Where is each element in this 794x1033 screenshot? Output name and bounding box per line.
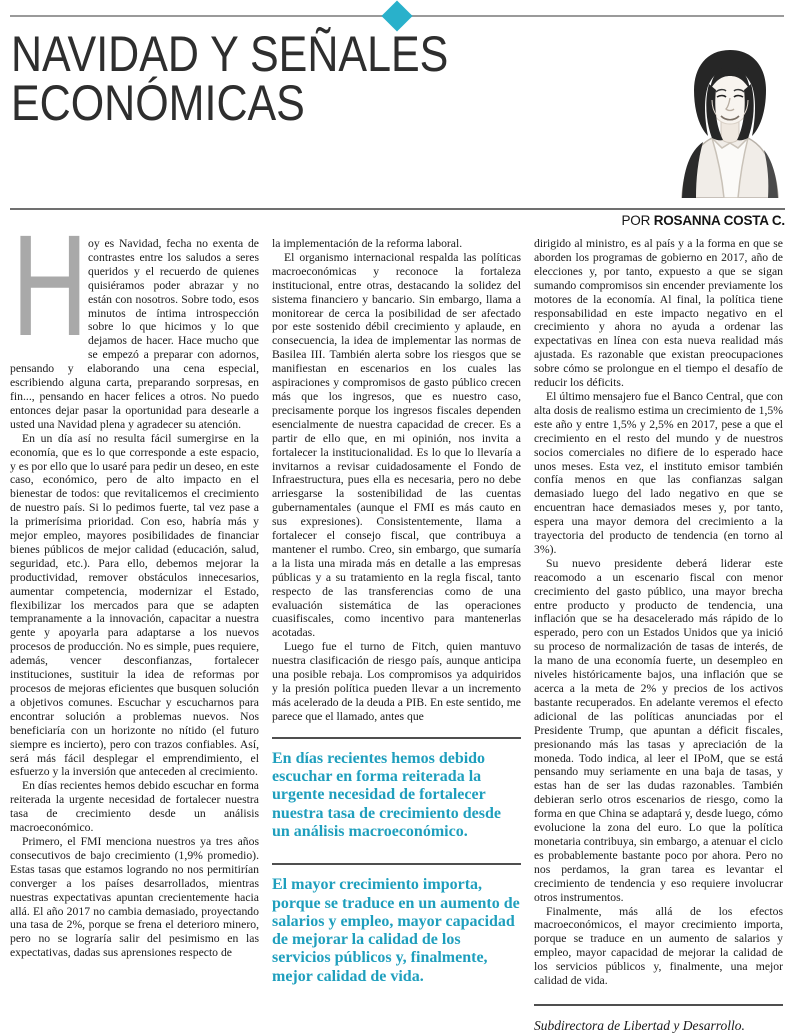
- paragraph: Su nuevo presidente deberá liderar este reacomodo a un escenario fiscal con menor crecimiento del gasto público, una mayor brecha entre producto y producto de tendencia, una inflación que se ha desacelerado más rápido de lo esperado, pero con un Estados Unidos que ya inició su proceso de normalización de tasas de interés, de la mano de una economía fuerte, un desempleo en niveles históricamente bajos, una inflación que se acerca a la meta de 2% y precios de los activos bastante recuperados. En adelante veremos el efecto adicional de las políticas anunciadas por el Presidente Trump, que apuntan a déficit fiscales, presionando más las tasas y apreciación de la moneda. Todo indica, al leer el IPoM, que se está pensando muy seriamente en una baja de tasas, y estas han de ser las dudas razonables. También debieran serlo otros escenarios de riesgo, como la forma en que China se adaptará y, desde luego, cómo evolucione la zona del euro. Lo que la política monetaria contribuya, sin embargo, a atenuar el ciclo es probablemente bastante poco por ahora. Pero no nos perdamos, la gran tarea es levantar el crecimiento de tendencia y eso requiere involucrar otros instrumentos.: [534, 556, 783, 904]
- title-line-1: NAVIDAD Y SEÑALES: [11, 26, 449, 82]
- paragraph: Primero, el FMI menciona nuestros ya tres años consecutivos de bajo crecimiento (1,9% promedio). Estas tasas que estamos logrando no nos permitirían converger a los países desarrollados, mientras nuestras expectativas apuntan crecientemente hacia allá. El año 2017 no cambia demasiado, proyectando una tasa de 2%, porque se frena el deterioro minero, pero no se lograría salir del pesimismo en las expectativas, dadas sus aprensiones respecto de: [10, 834, 259, 960]
- column-3: [534, 237, 783, 1033]
- author-sketch-image: [668, 38, 792, 198]
- paragraph: En un día así no resulta fácil sumergirse en la economía, que es lo que corresponde a este espacio, y es por ello que lo usaré para pedir un deseo, en este caso, económico, pero de alto impacto en el bienestar de todos: que revitalicemos el crecimiento de nuestro país. Si lo pedimos fuerte, tal vez pase a la primerísima prioridad. Con eso, habría más y mejor empleo, mayores posibilidades de financiar bienes públicos de mejor calidad (educación, salud, seguridad, etc.). Para ello, debemos mejorar la productividad, remover obstáculos innecesarios, aumentar competencia, modernizar el Estado, flexibilizar los mercados para que se adapten tempranamente a la innovación, capacitar a nuestra gente y apoyarla para adaptarse a los nuevos procesos de producción. No es simple, pues requiere, además, vencer desconfianzas, fortalecer instituciones, sustituir la idea de reformas por procesos de mejoras eficientes que busquen solución a objetivos comunes. Escuchar y escucharnos para encontrar solución a problemas nuevos. Nos beneficiaría con un horizonte no nítido (el futuro siempre es incierto), pero con trazos confiables. Así, será más fácil desplegar el emprendimiento, el esfuerzo y la inversión que anteceden al crecimiento.: [10, 431, 259, 779]
- top-divider: [10, 15, 784, 17]
- paragraph: El último mensajero fue el Banco Central, que con alta dosis de realismo estima un crecimiento de 1,5% este año y entre 1,5% y 2,5% en 2017, pese a que el crecimiento en el resto del mundo y de nuestros socios comerciales no difiere de lo esperado hace unos meses. Esta vez, el instituto emisor también confía menos en que las confianzas salgan demasiado luego del lado negativo en que se encuentran hace demasiados meses y, por tanto, espera una mayor demora del crecimiento a la trayectoria del producto de tendencia (en torno al 3%).: [534, 389, 783, 556]
- paragraph: En días recientes hemos debido escuchar en forma reiterada la urgente necesidad de fortalecer nuestra tasa de crecimiento desde un análisis macroeconómico.: [10, 779, 259, 835]
- column-1: [10, 210, 259, 1033]
- paragraph: [10, 210, 259, 432]
- paragraph: Finalmente, más allá de los efectos macroeconómicos, el mayor crecimiento importa, porque se traduce en un aumento de salarios y empleo, mayor capacidad de mejorar la calidad de los servicios públicos y, finalmente, una mejor calidad de vida.: [534, 904, 783, 988]
- byline: [621, 213, 785, 228]
- drop-cap: H: [10, 210, 90, 368]
- paragraph: El organismo internacional respalda las políticas macroeconómicas y reconoce la fortaleza institucional, entre otras, destacando la solidez del sistema financiero y bancario. Sin embargo, llama a monitorear de cerca la posibilidad de ser afectado por este sostenido débil crecimiento y aplaude, en consecuencia, la idea de implementar las normas de Basilea III. También alerta sobre los riesgos que se manifiestan en escenarios en los cuales las aspiraciones y compromisos de gasto público crecen más que los ingresos, que es nuestro caso, precisamente porque los ingresos fiscales dependen esencialmente de nuestra capacidad de crecer. Es a partir de ello que, en mi opinión, nos invita a fortalecer la institucionalidad. Es lo que lo llevaría a invitarnos a revisar cuidadosamente el Fondo de Infraestructura, pues ella es necesaria, pero no debe arriesgarse la sostenibilidad de las cuentas gubernamentales (aunque el FMI es más cauto en sus expresiones). Consistentemente, llama a fortalecer el consejo fiscal, que contribuya a mantener el rumbo. Creo, sin embargo, que sumaría a la lista una mirada más en detalle a las empresas públicas y a su tratamiento en la regla fiscal, tanto respecto de las transferencias como de una evaluación sistemática de las operaciones cuasifiscales, como incentivo para mantenerlas acotadas.: [272, 250, 521, 640]
- author-portrait: [668, 38, 792, 198]
- pull-quote-1: En días recientes hemos debido escuchar en forma reiterada la urgente necesidad de fortalecer nuestra tasa de crecimiento desde un análisis macroeconómico.: [272, 737, 521, 841]
- byline-prefix: POR: [621, 213, 651, 228]
- paragraph: Luego fue el turno de Fitch, quien mantuvo nuestra clasificación de riesgo país, aunque anticipa una posible rebaja. Los compromisos ya adquiridos y la presión política pueden llevar a un incremento más acelerado de la deuda a PIB. En este sentido, me parece que el llamado, antes que: [272, 640, 521, 723]
- byline-author-name: ROSANNA COSTA C.: [653, 213, 785, 228]
- page-title: [11, 26, 449, 131]
- pull-quote-2: El mayor crecimiento importa, porque se traduce en un aumento de salarios y empleo, mayor capacidad de mejorar la calidad de los servicios públicos y, finalmente, mejor calidad de vida.: [272, 863, 521, 986]
- header-divider: [10, 208, 785, 210]
- author-footnote: Subdirectora de Libertad y Desarrollo.: [534, 1004, 783, 1033]
- column-2: [272, 237, 521, 1033]
- title-line-2: ECONÓMICAS: [11, 75, 305, 131]
- paragraph: la implementación de la reforma laboral.: [272, 237, 463, 250]
- paragraph-text: oy es Navidad, fecha no exenta de contrastes entre los saludos a seres queridos y el recuerdo de quienes quisiéramos poder abrazar y no están con nosotros. Sobre todo, esos minutos de íntima introspección sobre lo que hicimos y lo que dejamos de hacer. Hace mucho que se empezó a preparar con adornos, pensando y elaborando una cena especial, escribiendo alguna carta, preparando sorpresas, en fin..., pensando en hacer felices a otros. No puedo entonces dejar pasar la oportunidad para desearle a usted una Navidad plena y agradecer su atención.: [10, 237, 259, 431]
- paragraph: dirigido al ministro, es al país y a la forma en que se aborden los programas de gobierno en 2017, año de elecciones y, por tanto, expuesto a que se sigan sumando compromisos sin encender previamente los motores de la economía. Al final, la política tiene responsabilidad en este impacto negativo en el crecimiento y ahora no ayuda a ordenar las expectativas en línea con esta nueva realidad más ajustada. Es razonable que existan preocupaciones sobre cómo se prolongue en el tiempo el desafío de reducir los déficits.: [534, 237, 783, 390]
